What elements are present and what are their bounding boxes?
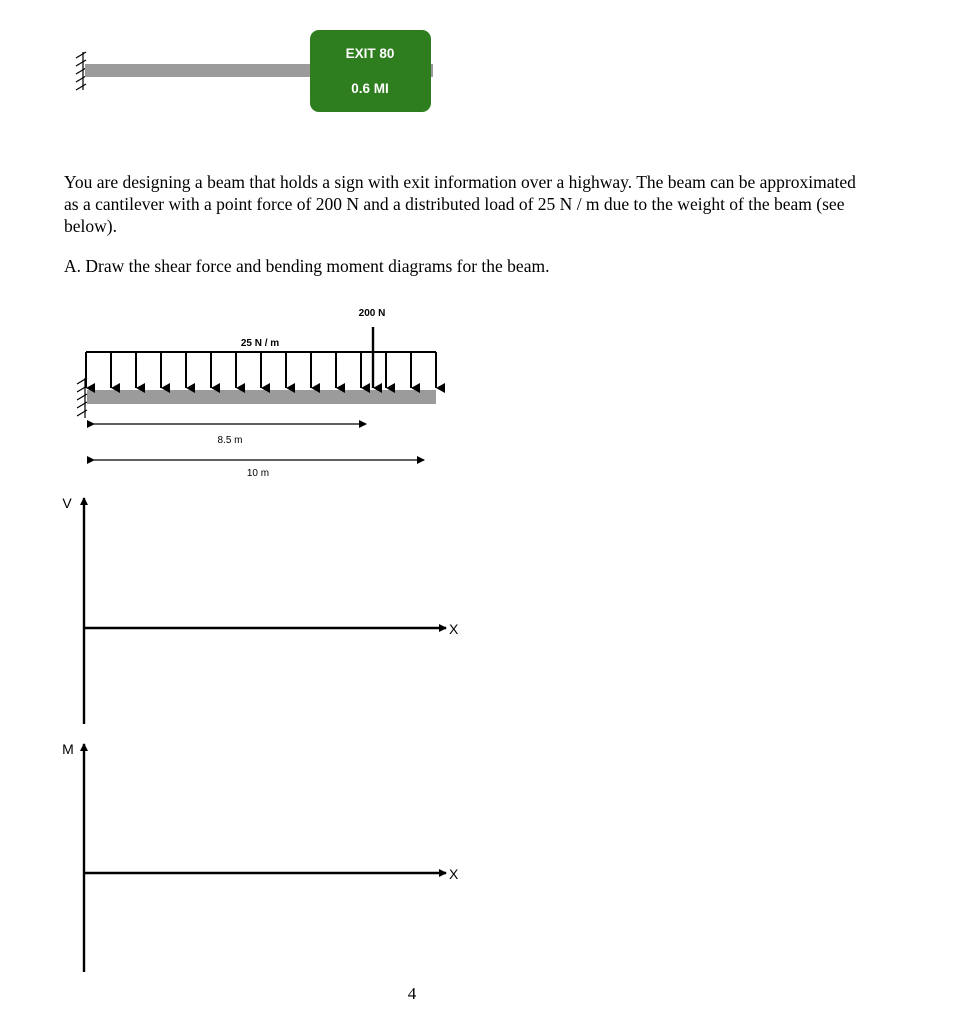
dimension-label-8-5m: 8.5 m [217, 435, 243, 446]
beam [87, 390, 436, 404]
part-a-instruction: A. Draw the shear force and bending moment diagrams for the beam. [64, 256, 550, 276]
shear-y-label: V [62, 495, 72, 511]
moment-x-label: X [449, 866, 459, 882]
shear-x-label: X [449, 621, 459, 637]
sign-line-2: 0.6 MI [351, 81, 389, 96]
shear-diagram-axes [62, 495, 459, 724]
page-number: 4 [407, 984, 417, 1003]
problem-paragraph: You are designing a beam that holds a sign with exit information over a highway. The beam can be approximated as a cantilever with a point force of 200 N and a distributed load of 25 N / m due to the weight of the beam (see below). [64, 172, 856, 236]
wall-support-icon [76, 52, 86, 90]
sign-line-1: EXIT 80 [345, 46, 395, 61]
dimension-label-10m: 10 m [246, 468, 270, 479]
point-load-label: 200 N [358, 308, 386, 319]
sign-figure [76, 30, 433, 112]
distributed-load-arrows [86, 352, 436, 388]
exit-sign [310, 30, 431, 112]
moment-y-label: M [62, 741, 74, 757]
distributed-load-label: 25 N / m [240, 338, 280, 349]
beam-figure [77, 308, 436, 479]
moment-diagram-axes [62, 741, 459, 972]
